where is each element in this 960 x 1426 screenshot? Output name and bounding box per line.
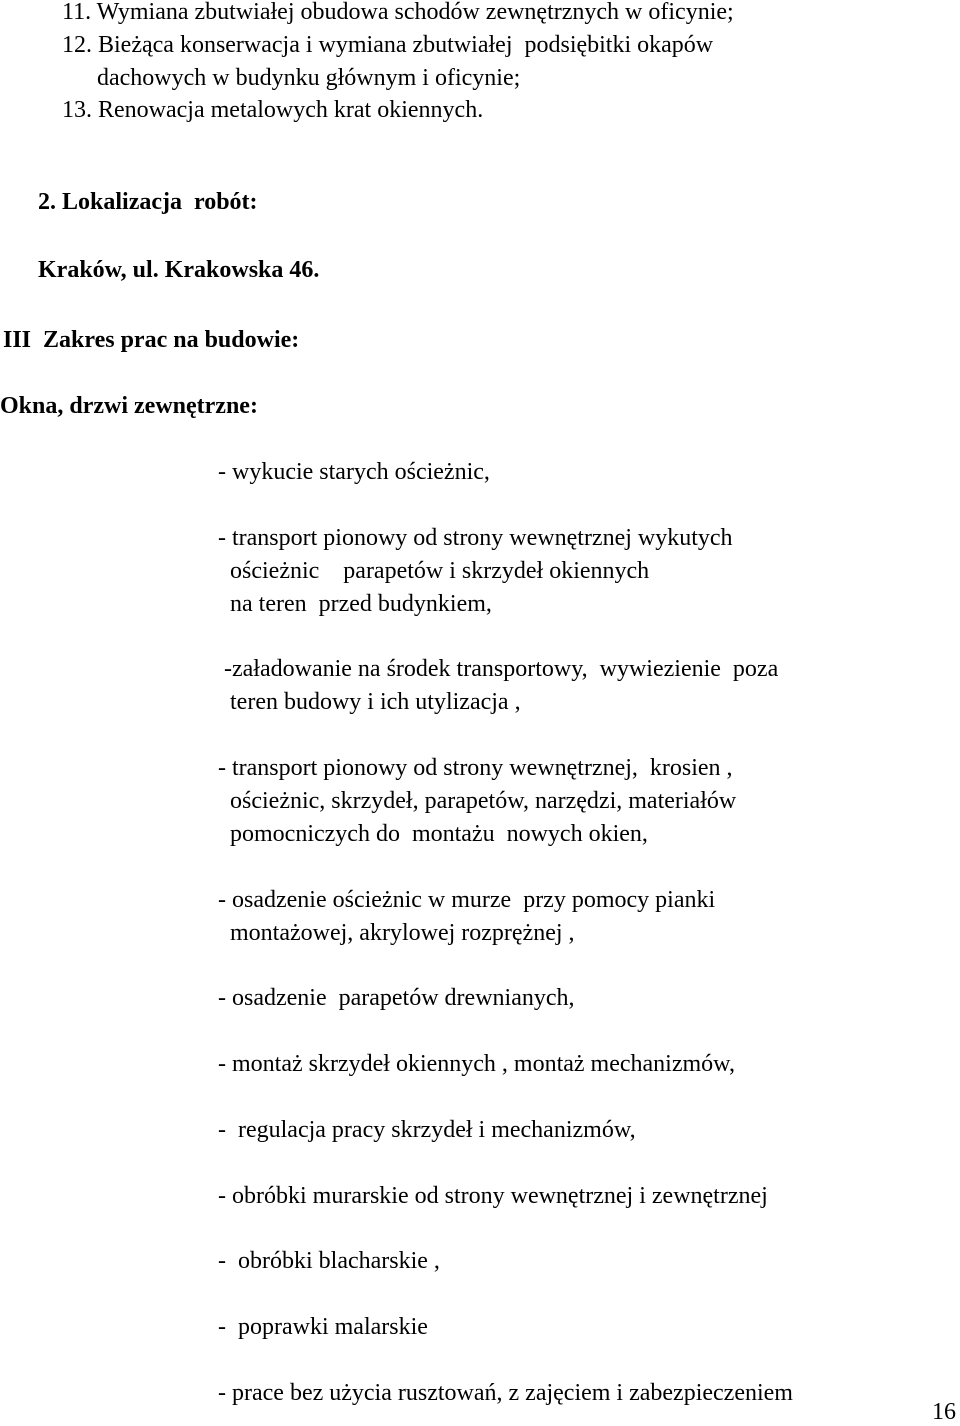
section-heading-scope: III Zakres prac na budowie: bbox=[3, 327, 300, 353]
work-item-line: - poprawki malarskie bbox=[218, 1314, 428, 1340]
section-heading-location: 2. Lokalizacja robót: bbox=[38, 189, 258, 215]
work-item-line: - osadzenie parapetów drewnianych, bbox=[218, 985, 575, 1011]
work-item-line: ościeżnic, skrzydeł, parapetów, narzędzi, materiałów bbox=[218, 788, 737, 814]
list-item-11: 11. Wymiana zbutwiałej obudowa schodów zewnętrznych w oficynie; bbox=[62, 0, 734, 25]
list-item-12-continuation: dachowych w budynku głównym i oficynie; bbox=[97, 65, 521, 91]
work-item-line: - obróbki murarskie od strony wewnętrznej i zewnętrznej bbox=[218, 1183, 768, 1209]
work-item-line: - montaż skrzydeł okiennych , montaż mechanizmów, bbox=[218, 1051, 735, 1077]
work-item-line: ościeżnic parapetów i skrzydeł okiennych bbox=[218, 558, 650, 584]
location-address: Kraków, ul. Krakowska 46. bbox=[38, 257, 320, 283]
work-item-line: - obróbki blacharskie , bbox=[218, 1248, 440, 1274]
work-item-line: na teren przed budynkiem, bbox=[218, 591, 492, 617]
page-number: 16 bbox=[932, 1399, 956, 1425]
work-item-line: - transport pionowy od strony wewnętrznej, krosien , bbox=[218, 755, 733, 781]
work-item-line: teren budowy i ich utylizacja , bbox=[218, 689, 521, 715]
work-item-line: pomocniczych do montażu nowych okien, bbox=[218, 821, 648, 847]
work-item-line: -załadowanie na środek transportowy, wywiezienie poza bbox=[218, 656, 779, 682]
subheading-windows-doors: Okna, drzwi zewnętrzne: bbox=[0, 393, 258, 419]
work-item-line: - wykucie starych ościeżnic, bbox=[218, 459, 490, 485]
work-item-line: - osadzenie ościeżnic w murze przy pomocy pianki bbox=[218, 887, 716, 913]
work-item-line: - prace bez użycia rusztowań, z zajęciem i zabezpieczeniem bbox=[218, 1380, 793, 1406]
list-item-13: 13. Renowacja metalowych krat okiennych. bbox=[62, 97, 484, 123]
work-item-line: montażowej, akrylowej rozprężnej , bbox=[218, 920, 575, 946]
work-item-line: - transport pionowy od strony wewnętrznej wykutych bbox=[218, 525, 733, 551]
work-item-line: - regulacja pracy skrzydeł i mechanizmów, bbox=[218, 1117, 636, 1143]
list-item-12: 12. Bieżąca konserwacja i wymiana zbutwiałej podsiębitki okapów bbox=[62, 32, 714, 58]
